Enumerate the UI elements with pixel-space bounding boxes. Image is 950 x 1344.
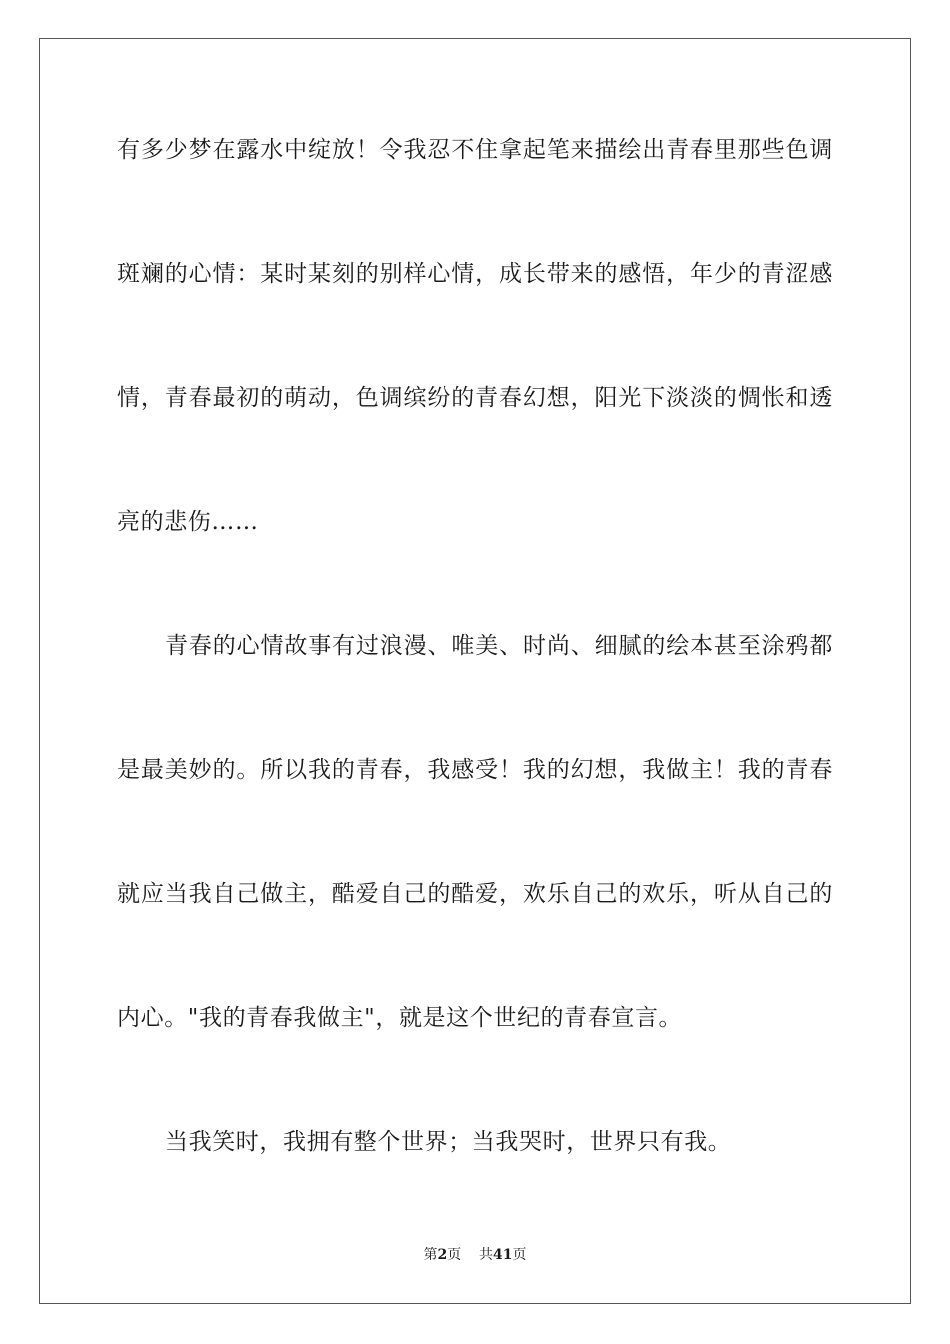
text-line-4: 亮的悲伤……	[117, 509, 259, 535]
total-suffix: 页	[512, 1247, 527, 1263]
text-line-7: 就应当我自己做主，酷爱自己的酷爱，欢乐自己的欢乐，听从自己的	[117, 881, 833, 907]
page-border	[39, 38, 911, 1304]
text-line-3: 情，青春最初的萌动，色调缤纷的青春幻想，阳光下淡淡的惆怅和透	[117, 385, 833, 411]
text-line-1: 有多少梦在露水中绽放！令我忍不住拿起笔来描绘出青春里那些色调	[117, 137, 833, 163]
text-line-2: 斑斓的心情：某时某刻的别样心情，成长带来的感悟，年少的青涩感	[117, 261, 833, 287]
page-footer	[0, 1245, 950, 1265]
text-line-8: 内心。"我的青春我做主"，就是这个世纪的青春宣言。	[117, 1005, 683, 1031]
page-suffix: 页	[447, 1247, 462, 1263]
text-line-5: 青春的心情故事有过浪漫、唯美、时尚、细腻的绘本甚至涂鸦都	[165, 633, 833, 659]
text-line-6: 是最美妙的。所以我的青春，我感受！我的幻想，我做主！我的青春	[117, 757, 833, 783]
total-prefix: 共	[479, 1247, 494, 1263]
text-line-9: 当我笑时，我拥有整个世界；当我哭时，世界只有我。	[165, 1129, 732, 1155]
page-total: 41	[493, 1247, 513, 1263]
page-current: 2	[437, 1247, 448, 1263]
page-prefix: 第	[423, 1247, 438, 1263]
